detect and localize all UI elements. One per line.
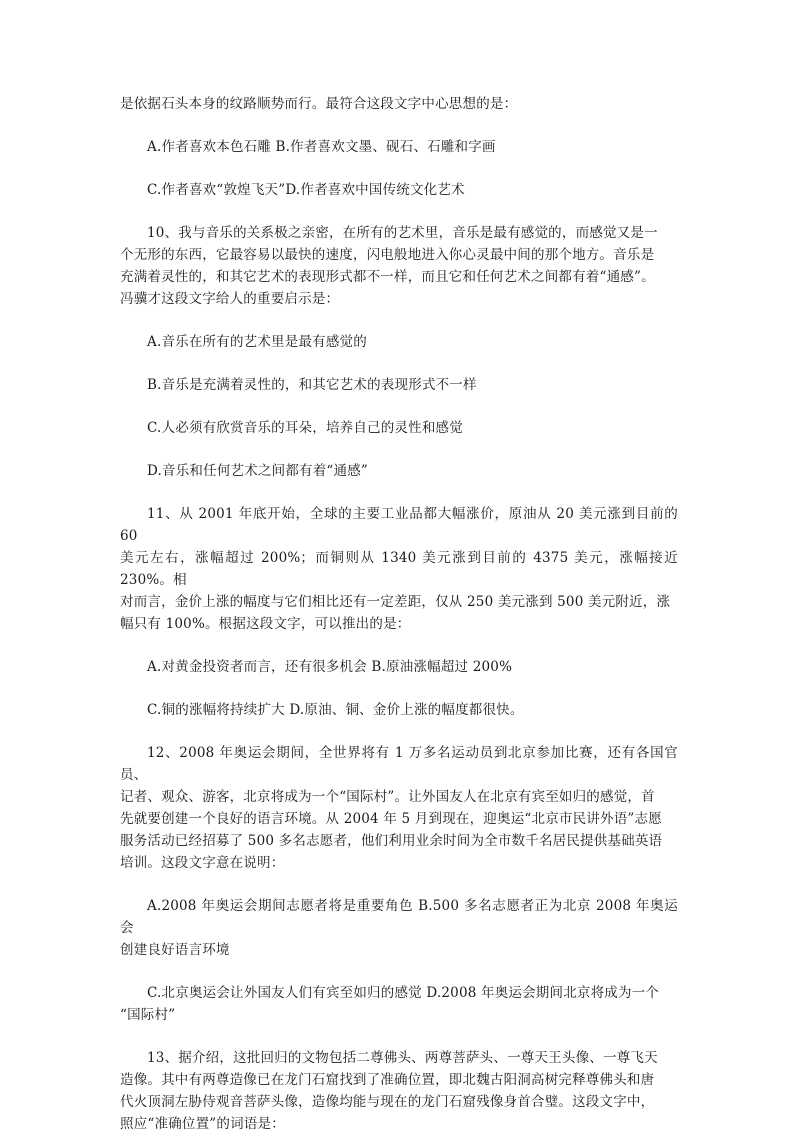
question-10: 10、我与音乐的关系极之亲密，在所有的艺术里，音乐是最有感觉的，而感觉又是一 个无形的东西，它最容易以最快的速度，闪电般地进入你心灵最中间的那个地方。音乐是 充满着灵性的，和其它艺术的表现形式都不一样，而且它和任何艺术之间都有着“通感”。 冯骥才这段文字给人的重要启示是：: [120, 225, 658, 307]
question-13: 13、据介绍，这批回归的文物包括二尊佛头、两尊菩萨头、一尊天王头像、一尊飞天 造像。其中有两尊造像已在龙门石窟找到了准确位置，即北魏古阳洞高树完释尊佛头和唐 代火顶洞左胁侍观音菩萨头像，造像均能与现在的龙门石窟残像身首合璧。这段文字中， 照应“准确位置”的词语是：: [120, 1050, 658, 1132]
document-page: [120, 93, 678, 1135]
option-12-a-b: A.2008 年奥运会期间志愿者将是重要角色 B.500 多名志愿者正为北京 2008 年奥运会 创建良好语言环境: [120, 898, 678, 958]
paragraph-continuation: 是依据石头本身的纹路顺势而行。最符合这段文字中心思想的是：: [120, 96, 518, 112]
question-12: 12、2008 年奥运会期间，全世界将有 1 万多名运动员到北京参加比赛，还有各国官员、 记者、观众、游客，北京将成为一个“国际村”。让外国友人在北京有宾至如归的感觉，首 先就要创建一个良好的语言环境。从 2004 年 5 月到现在，迎奥运“北京市民讲外语”志愿 服务活动已经招募了 500 多名志愿者，他们利用业余时间为全市数千名居民提供基础英语 培训。这段文字意在说明：: [120, 745, 678, 871]
option-line-c-d: C.作者喜欢“敦煌飞天”D.作者喜欢中国传统文化艺术: [147, 182, 465, 198]
option-10-a: A.音乐在所有的艺术里是最有感觉的: [147, 334, 367, 350]
option-12-c-d: C.北京奥运会让外国友人们有宾至如归的感觉 D.2008 年奥运会期间北京将成为一个 “国际村”: [120, 985, 660, 1023]
option-line-a-b: A.作者喜欢本色石雕 B.作者喜欢文墨、砚石、石雕和字画: [147, 139, 496, 155]
option-10-c: C.人必须有欣赏音乐的耳朵，培养自己的灵性和感觉: [147, 420, 463, 436]
option-10-d: D.音乐和任何艺术之间都有着“通感”: [147, 463, 369, 479]
option-10-b: B.音乐是充满着灵性的，和其它艺术的表现形式不一样: [147, 377, 477, 393]
option-11-c-d: C.铜的涨幅将持续扩大 D.原油、铜、金价上涨的幅度都很快。: [147, 702, 524, 718]
question-11: 11、从 2001 年底开始，全球的主要工业品都大幅涨价，原油从 20 美元涨到目前的 60 美元左右，涨幅超过 200%；而铜则从 1340 美元涨到目前的 4375 美元，涨幅接近 230%。相 对而言，金价上涨的幅度与它们相比还有一定差距，仅从 250 美元涨到 500 美元附近，涨 幅只有 100%。根据这段文字，可以推出的是：: [120, 506, 678, 632]
option-11-a-b: A.对黄金投资者而言，还有很多机会 B.原油涨幅超过 200%: [147, 659, 513, 675]
